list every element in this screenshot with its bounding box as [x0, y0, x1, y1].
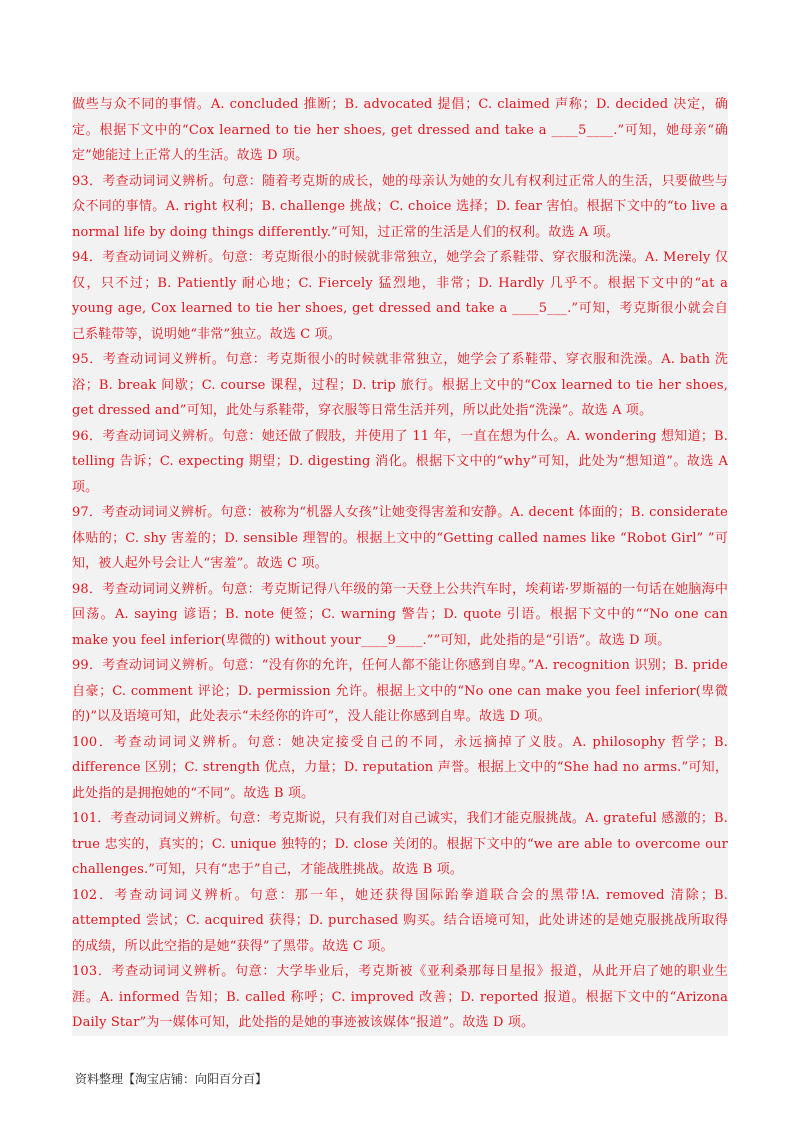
explanation-99: 99．考查动词词义辨析。句意：“没有你的允许，任何人都不能让你感到自卑。”A. recognition 识别；B. pride 自豪；C. comment 评论；D. permission 允许。根据上文中的“No one can make you feel inferior(卑微的)”以及语境可知，此处表示“未经你的许可”，没人能让你感到自卑。故选 D 项。	[72, 658, 728, 724]
page-footer: 资料整理【淘宝店铺：向阳百分百】	[75, 1072, 268, 1086]
explanation-96: 96．考查动词词义辨析。句意：她还做了假肢，并使用了 11 年，一直在想为什么。A. wondering 想知道；B. telling 告诉；C. expecting 期望；D. digesting 消化。根据下文中的“why”可知，此处为“想知道”。故选 A 项。	[72, 428, 728, 495]
answer-explanations	[72, 92, 728, 1036]
explanation-93: 93．考查动词词义辨析。句意：随着考克斯的成长，她的母亲认为她的女儿有权利过正常人的生活，只要做些与众不同的事情。A. right 权利；B. challenge 挑战；C. choice 选择；D. fear 害怕。根据下文中的“to live a normal life by doing things differently.”可知，过正常的生活是人们的权利。故选 A 项。	[72, 173, 728, 240]
explanation-98: 98．考查动词词义辨析。句意：考克斯记得八年级的第一天登上公共汽车时，埃莉诺·罗斯福的一句话在她脑海中回荡。A. saying 谚语；B. note 便签；C. warning 警告；D. quote 引语。根据下文中的““No one can make you feel inferior(卑微的) without your____9____.””可知，此处指的是“引语”。故选 D 项。	[72, 581, 728, 648]
explanation-95: 95．考查动词词义辨析。句意：考克斯很小的时候就非常独立，她学会了系鞋带、穿衣服和洗澡。A. bath 洗浴；B. break 间歇；C. course 课程，过程；D. trip 旅行。根据上文中的“Cox learned to tie her shoes, get dressed and”可知，此处与系鞋带，穿衣服等日常生活并列，所以此处指“洗澡”。故选 A 项。	[72, 352, 728, 418]
explanation-103: 103．考查动词词义辨析。句意：大学毕业后，考克斯被《亚利桑那每日星报》报道，从此开启了她的职业生涯。A. informed 告知；B. called 称呼；C. improved 改善；D. reported 报道。根据下文中的“Arizona Daily Star”为一媒体可知，此处指的是她的事迹被该媒体“报道”。故选 D 项。	[72, 964, 728, 1030]
explanation-94: 94．考查动词词义辨析。句意：考克斯很小的时候就非常独立，她学会了系鞋带、穿衣服和洗澡。A. Merely 仅仅，只不过；B. Patiently 耐心地；C. Fiercely 猛烈地，非常；D. Hardly 几乎不。根据下文中的“at a young age, Cox learned to tie her shoes, get dressed and take a ____5___.”可知，考克斯很小就会自己系鞋带等，说明她“非常”独立。故选 C 项。	[72, 250, 728, 342]
explanation-100: 100．考查动词词义辨析。句意：她决定接受自己的不同，永远摘掉了义肢。A. philosophy 哲学；B. difference 区别；C. strength 优点，力量；D. reputation 声誉。根据上文中的“She had no arms.”可知，此处指的是拥抱她的“不同”。故选 B 项。	[72, 734, 728, 801]
explanation-97: 97．考查动词词义辨析。句意：被称为“机器人女孩”让她变得害羞和安静。A. decent 体面的；B. considerate 体贴的；C. shy 害羞的；D. sensible 理智的。根据上文中的“Getting called names like “Robot Girl” ”可知，被人起外号会让人“害羞”。故选 C 项。	[72, 505, 728, 571]
explanation-101: 101．考查动词词义辨析。句意：考克斯说，只有我们对自己诚实，我们才能克服挑战。A. grateful 感激的；B. true 忠实的，真实的；C. unique 独特的；D. close 关闭的。根据下文中的“we are able to overcome our challenges.”可知，只有“忠于”自己，才能战胜挑战。故选 B 项。	[72, 811, 728, 877]
explanation-paragraph: 做些与众不同的事情。A. concluded 推断；B. advocated 提倡；C. claimed 声称；D. decided 决定，确定。根据下文中的“Cox learned to tie her shoes, get dressed and take a ____5____.”可知，她母亲“确定”她能过上正常人的生活。故选 D 项。	[72, 97, 728, 163]
explanation-102: 102．考查动词词义辨析。句意：那一年，她还获得国际跆拳道联合会的黑带!A. removed 清除；B. attempted 尝试；C. acquired 获得；D. purchased 购买。结合语境可知，此处讲述的是她克服挑战所取得的成绩，所以此空指的是她“获得”了黑带。故选 C 项。	[72, 887, 728, 954]
